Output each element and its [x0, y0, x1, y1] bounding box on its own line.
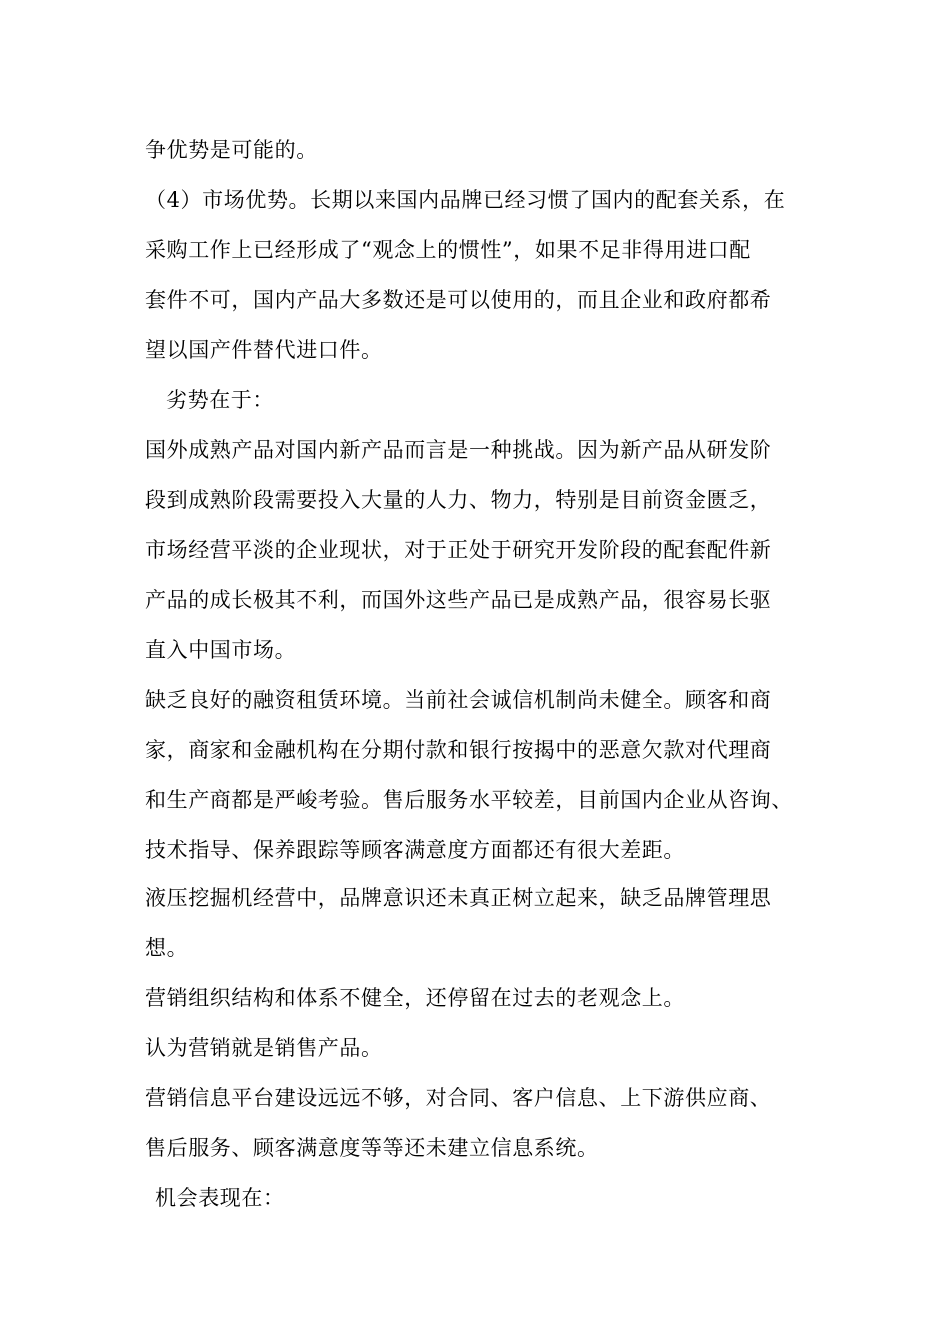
text-line: 缺乏良好的融资租赁环境。当前社会诚信机制尚未健全。顾客和商: [145, 688, 772, 712]
text-line: 想。: [145, 936, 189, 960]
text-line: 认为营销就是销售产品。: [145, 1036, 383, 1060]
text-line: 售后服务、顾客满意度等等还未建立信息系统。: [145, 1136, 599, 1160]
text-line: 和生产商都是严峻考验。售后服务水平较差，目前国内企业从咨询、: [145, 788, 793, 812]
text-line: 液压挖掘机经营中，品牌意识还未真正树立起来，缺乏品牌管理思: [145, 886, 772, 910]
text-line: 采购工作上已经形成了“观念上的惯性”，如果不足非得用进口配: [145, 238, 751, 262]
text-line: 家，商家和金融机构在分期付款和银行按揭中的恶意欠款对代理商: [145, 738, 772, 762]
text-line: 段到成熟阶段需要投入大量的人力、物力，特别是目前资金匮乏，: [145, 488, 772, 512]
text-line: 套件不可，国内产品大多数还是可以使用的，而且企业和政府都希: [145, 288, 772, 312]
text-line: 争优势是可能的。: [145, 138, 318, 162]
section-heading-opportunities: 机会表现在：: [155, 1186, 285, 1210]
text-line: 望以国产件替代进口件。: [145, 338, 383, 362]
text-line: （4）市场优势。长期以来国内品牌已经习惯了国内的配套关系，在: [145, 188, 786, 212]
section-heading-weaknesses: 劣势在于：: [166, 388, 274, 412]
text-line: 国外成熟产品对国内新产品而言是一种挑战。因为新产品从研发阶: [145, 438, 772, 462]
text-line: 营销组织结构和体系不健全，还停留在过去的老观念上。: [145, 986, 685, 1010]
text-line: 技术指导、保养跟踪等顾客满意度方面都还有很大差距。: [145, 838, 685, 862]
text-line: 产品的成长极其不利，而国外这些产品已是成熟产品，很容易长驱: [145, 588, 772, 612]
text-line: 营销信息平台建设远远不够，对合同、客户信息、上下游供应商、: [145, 1086, 772, 1110]
text-line: 市场经营平淡的企业现状，对于正处于研究开发阶段的配套配件新: [145, 538, 772, 562]
text-line: 直入中国市场。: [145, 638, 297, 662]
